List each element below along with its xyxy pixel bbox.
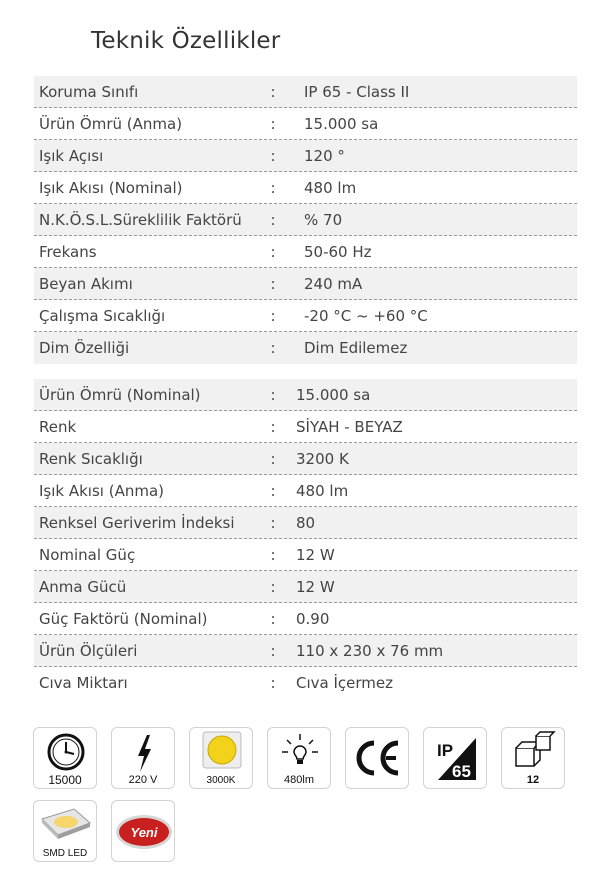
table-row <box>34 140 577 172</box>
spec-value: 480 lm <box>296 481 349 500</box>
table-row <box>34 268 577 300</box>
table-row <box>34 571 577 603</box>
table-row <box>34 475 577 507</box>
spec-value: -20 °C ~ +60 °C <box>304 306 428 325</box>
spec-value: Cıva İçermez <box>296 674 393 692</box>
spec-label: Renk <box>39 417 77 436</box>
separator: : <box>270 385 276 404</box>
icon-label: 15000 <box>48 773 82 787</box>
table-row <box>34 635 577 667</box>
spec-table-primary <box>34 76 577 364</box>
separator: : <box>270 641 276 660</box>
spec-value: % 70 <box>304 210 343 229</box>
separator: : <box>270 306 276 325</box>
spec-value: SİYAH - BEYAZ <box>296 417 403 436</box>
feature-badge-lumen <box>267 727 331 789</box>
spec-label: Cıva Miktarı <box>39 674 128 692</box>
spec-label: Işık Akısı (Anma) <box>39 481 165 500</box>
table-row <box>34 108 577 140</box>
spec-value: 15.000 sa <box>304 114 379 133</box>
spec-label: Işık Akısı (Nominal) <box>39 178 183 197</box>
feature-badge-ce <box>345 727 409 789</box>
separator: : <box>270 674 276 692</box>
separator: : <box>270 481 276 500</box>
separator: : <box>270 449 276 468</box>
separator: : <box>270 146 276 165</box>
feature-badge-packaging <box>501 727 565 789</box>
icon-label: 480lm <box>284 774 314 786</box>
separator: : <box>270 609 276 628</box>
spec-label: Anma Gücü <box>39 577 127 596</box>
spec-value: 480 lm <box>304 178 357 197</box>
separator: : <box>270 274 276 293</box>
table-row <box>34 411 577 443</box>
spec-label: Renk Sıcaklığı <box>39 449 143 468</box>
spec-value: 15.000 sa <box>296 385 371 404</box>
spec-label: Çalışma Sıcaklığı <box>39 306 166 325</box>
spec-value: 50-60 Hz <box>304 242 372 261</box>
separator: : <box>270 82 276 101</box>
spec-label: Ürün Ömrü (Nominal) <box>39 385 201 404</box>
icon-label: 12 <box>526 774 540 786</box>
feature-badge-new <box>111 800 175 862</box>
separator: : <box>270 545 276 564</box>
spec-label: Nominal Güç <box>39 545 136 564</box>
spec-label: Ürün Ölçüleri <box>39 641 138 660</box>
spec-value: IP 65 - Class II <box>304 82 410 101</box>
table-row <box>34 300 577 332</box>
spec-value: 0.90 <box>296 609 330 628</box>
separator: : <box>270 242 276 261</box>
feature-badge-voltage <box>111 727 175 789</box>
feature-badge-color-temp <box>189 727 253 789</box>
icon-label: 3000K <box>206 775 236 786</box>
separator: : <box>270 513 276 532</box>
yeni-text: Yeni <box>130 825 158 840</box>
table-row <box>34 204 577 236</box>
separator: : <box>270 178 276 197</box>
separator: : <box>270 114 276 133</box>
spec-value: 120 ° <box>304 146 345 165</box>
table-row <box>34 443 577 475</box>
icon-label: SMD LED <box>42 848 88 859</box>
spec-label: Frekans <box>39 242 97 261</box>
spec-label: Ürün Ömrü (Anma) <box>39 114 183 133</box>
spec-value: 240 mA <box>304 274 363 293</box>
spec-value: 80 <box>296 513 316 532</box>
ip-text: IP <box>437 741 454 760</box>
spec-table-secondary <box>34 379 577 699</box>
separator: : <box>270 210 276 229</box>
table-row <box>34 379 577 411</box>
yeni-badge-icon <box>112 801 176 863</box>
spec-label: Dim Özelliği <box>39 339 130 357</box>
icon-label: 220 V <box>128 774 158 786</box>
ip-rating-icon <box>424 728 488 790</box>
table-row <box>34 667 577 699</box>
spec-label: Güç Faktörü (Nominal) <box>39 609 208 628</box>
table-row <box>34 507 577 539</box>
spec-value: Dim Edilemez <box>304 339 408 357</box>
table-row <box>34 236 577 268</box>
spec-value: 12 W <box>296 545 335 564</box>
separator: : <box>270 577 276 596</box>
spec-label: N.K.Ö.S.L.Süreklilik Faktörü <box>39 210 242 229</box>
table-row <box>34 76 577 108</box>
spec-value: 3200 K <box>296 449 349 468</box>
spec-label: Koruma Sınıfı <box>39 82 139 101</box>
spec-label: Beyan Akımı <box>39 274 133 293</box>
spec-label: Renksel Geriverim İndeksi <box>39 513 235 532</box>
table-row <box>34 332 577 364</box>
spec-label: Işık Açısı <box>39 146 104 165</box>
spec-value: 12 W <box>296 577 335 596</box>
separator: : <box>270 339 276 357</box>
feature-badge-ip <box>423 727 487 789</box>
table-row <box>34 172 577 204</box>
table-row <box>34 603 577 635</box>
page-title: Teknik Özellikler <box>91 28 281 54</box>
feature-badge-lifetime <box>33 727 97 789</box>
feature-badge-smd <box>33 800 97 862</box>
ce-mark-icon <box>346 728 410 790</box>
ip-number: 65 <box>452 762 471 781</box>
separator: : <box>270 417 276 436</box>
spec-value: 110 x 230 x 76 mm <box>296 641 444 660</box>
table-row <box>34 539 577 571</box>
